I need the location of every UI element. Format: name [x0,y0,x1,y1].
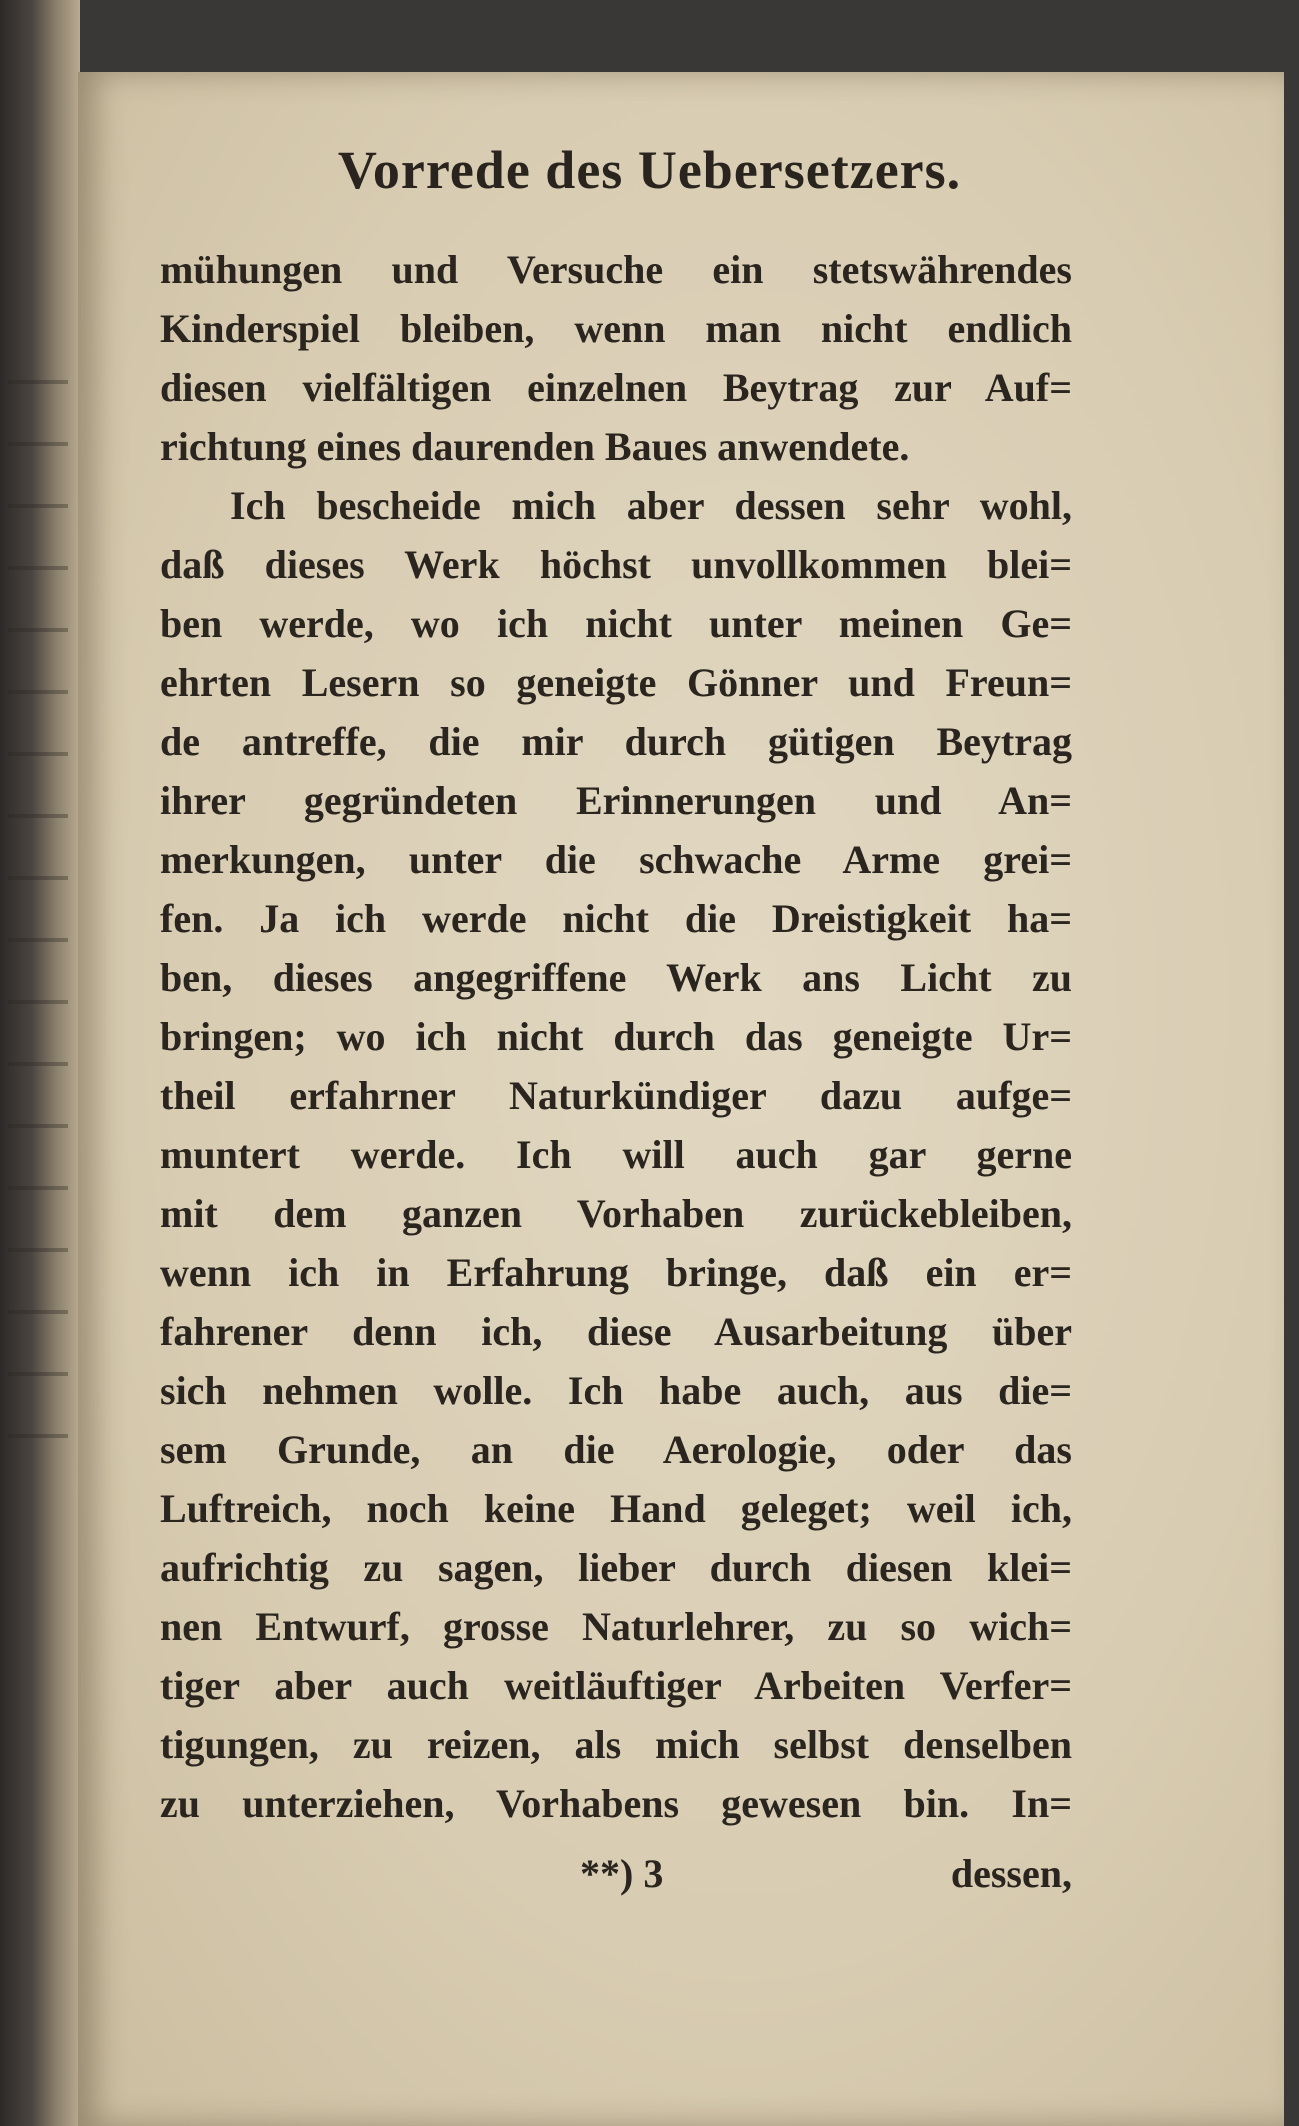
text-line: Luftreich, noch keine Hand geleget; weil ich, [160,1486,1072,1531]
text-line: merkungen, unter die schwache Arme grei= [160,837,1072,882]
facing-page-edge [8,340,68,1440]
text-line: Kinderspiel bleiben, wenn man nicht endlich [160,306,1072,351]
text-line: ihrer gegründeten Erinnerungen und An= [160,778,1072,823]
text-line: zu unterziehen, Vorhabens gewesen bin. In= [160,1781,1072,1826]
text-line: sem Grunde, an die Aerologie, oder das [160,1427,1072,1472]
text-line: diesen vielfältigen einzelnen Beytrag zur Auf= [160,365,1072,410]
text-line: tiger aber auch weitläuftiger Arbeiten Verfer= [160,1663,1072,1708]
page-footer [160,1846,1072,1902]
text-line: ben werde, wo ich nicht unter meinen Ge= [160,601,1072,646]
body-text [160,240,1072,1833]
text-line: sich nehmen wolle. Ich habe auch, aus die= [160,1368,1072,1413]
text-line: fahrener denn ich, diese Ausarbeitung über [160,1309,1072,1354]
text-line: nen Entwurf, grosse Naturlehrer, zu so wich= [160,1604,1072,1649]
signature-mark: **) 3 [580,1851,664,1896]
text-line: muntert werde. Ich will auch gar gerne [160,1132,1072,1177]
text-line: wenn ich in Erfahrung bringe, daß ein er= [160,1250,1072,1295]
text-line: bringen; wo ich nicht durch das geneigte Ur= [160,1014,1072,1059]
text-line: Ich bescheide mich aber dessen sehr wohl, [230,483,1072,528]
text-line: theil erfahrner Naturkündiger dazu aufge= [160,1073,1072,1118]
text-line: mühungen und Versuche ein stetswährendes [160,247,1072,292]
text-line: mit dem ganzen Vorhaben zurückebleiben, [160,1191,1072,1236]
text-line: aufrichtig zu sagen, lieber durch diesen klei= [160,1545,1072,1590]
running-header: Vorrede des Uebersetzers. [337,140,962,200]
text-line: richtung eines daurenden Baues anwendete. [160,424,910,469]
text-line: tigungen, zu reizen, als mich selbst denselben [160,1722,1072,1767]
text-line: ehrten Lesern so geneigte Gönner und Freun= [160,660,1072,705]
catchword: dessen, [950,1851,1072,1896]
text-line: daß dieses Werk höchst unvollkommen blei= [160,542,1072,587]
text-line: de antreffe, die mir durch gütigen Beytrag [160,719,1072,764]
text-line: fen. Ja ich werde nicht die Dreistigkeit ha= [160,896,1072,941]
text-line: ben, dieses angegriffene Werk ans Licht zu [160,955,1072,1000]
